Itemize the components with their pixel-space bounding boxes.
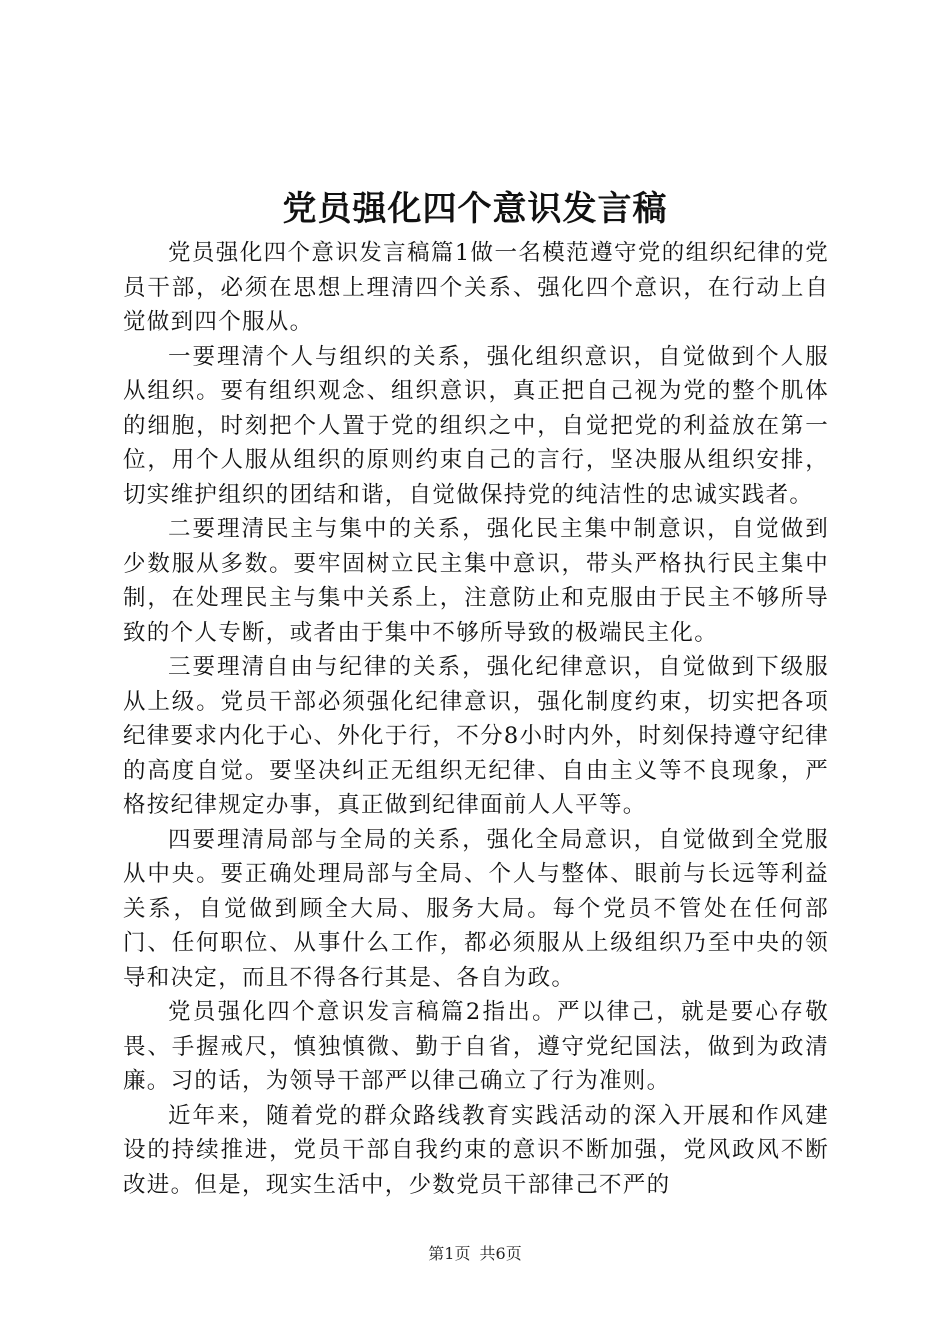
paragraph: 三要理清自由与纪律的关系，强化纪律意识，自觉做到下级服从上级。党员干部必须强化纪律意识，强化制度约束，切实把各项纪律要求内化于心、外化于行，不分8小时内外，时刻保持遵守纪律的高度自觉。要坚决纠正无组织无纪律、自由主义等不良现象，严格按纪律规定办事，真正做到纪律面前人人平等。 <box>123 654 829 818</box>
paragraph: 党员强化四个意识发言稿篇1做一名模范遵守党的组织纪律的党员干部，必须在思想上理清四个关系、强化四个意识，在行动上自觉做到四个服从。 <box>123 240 829 335</box>
paragraph: 四要理清局部与全局的关系，强化全局意识，自觉做到全党服从中央。要正确处理局部与全局、个人与整体、眼前与长远等利益关系，自觉做到顾全大局、服务大局。每个党员不管处在任何部门、任何职位、从事什么工作，都必须服从上级组织乃至中央的领导和决定，而且不得各行其是、各自为政。 <box>123 826 829 991</box>
paragraph: 党员强化四个意识发言稿篇2指出。严以律己，就是要心存敬畏、手握戒尺，慎独慎微、勤于自省，遵守党纪国法，做到为政清廉。习的话，为领导干部严以律己确立了行为准则。 <box>123 999 829 1094</box>
paragraph: 近年来，随着党的群众路线教育实践活动的深入开展和作风建设的持续推进，党员干部自我约束的意识不断加强，党风政风不断改进。但是，现实生活中，少数党员干部律己不严的 <box>123 1102 829 1198</box>
page-number: 第1页 <box>428 1244 471 1263</box>
page-total: 共6页 <box>479 1244 522 1263</box>
paragraph: 一要理清个人与组织的关系，强化组织意识，自觉做到个人服从组织。要有组织观念、组织意识，真正把自己视为党的整个肌体的细胞，时刻把个人置于党的组织之中，自觉把党的利益放在第一位，用个人服从组织的原则约束自己的言行，坚决服从组织安排，切实维护组织的团结和谐，自觉做保持党的纯洁性的忠诚实践者。 <box>123 343 829 508</box>
document-body <box>123 236 829 1202</box>
paragraph: 二要理清民主与集中的关系，强化民主集中制意识，自觉做到少数服从多数。要牢固树立民主集中意识，带头严格执行民主集中制，在处理民主与集中关系上，注意防止和克服由于民主不够所导致的个人专断，或者由于集中不够所导致的极端民主化。 <box>123 516 829 646</box>
page-footer <box>0 1243 950 1265</box>
document-title: 党员强化四个意识发言稿 <box>282 189 668 229</box>
